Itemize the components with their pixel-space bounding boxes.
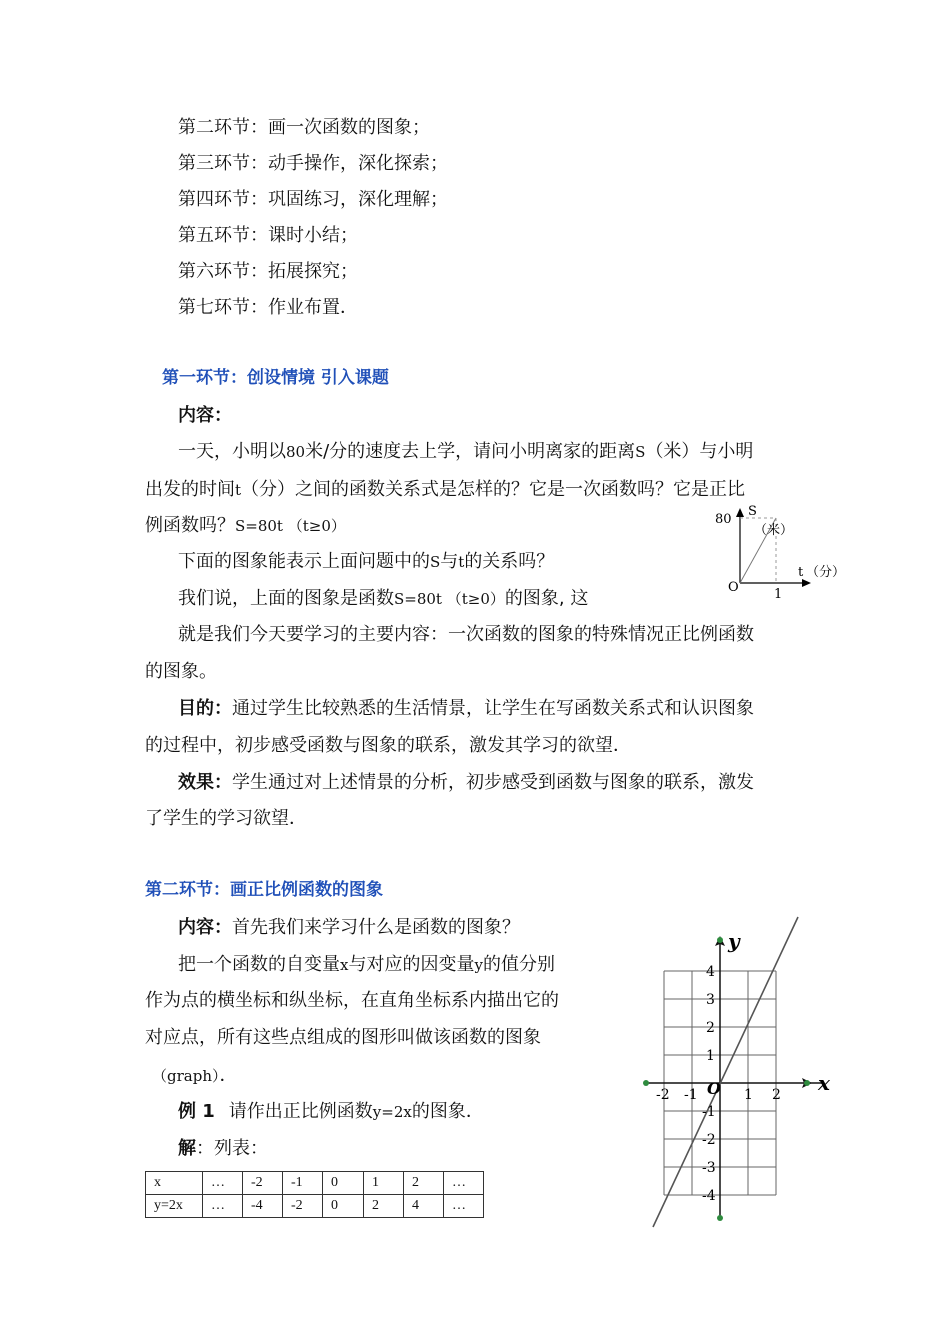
text: 出发的时间	[145, 479, 235, 500]
table-row-x	[146, 1172, 484, 1195]
text: 的关系吗？	[464, 551, 555, 572]
text: 与	[440, 551, 459, 572]
table-cell: 4	[404, 1195, 444, 1218]
var-s: S	[430, 553, 441, 571]
text: 请作出正比例函数	[228, 1101, 373, 1122]
example-label: 例 1	[178, 1101, 215, 1122]
table-cell: 0	[323, 1172, 364, 1195]
outline-item-3: 第三环节：动手操作，深化探索；	[178, 153, 448, 174]
text: 通过学生比较熟悉的生活情景，让学生在写函数关系式和认识图象	[232, 698, 754, 719]
formula: S=80t （t≥0）	[235, 517, 346, 535]
text: 下面的图象能表示上面问题中的	[178, 551, 430, 572]
table-cell: -2	[283, 1195, 323, 1218]
table-cell: 2	[404, 1172, 444, 1195]
section2-paragraph-line2: 作为点的横坐标和纵坐标，在直角坐标系内描出它的	[145, 990, 559, 1011]
y-unit-label: （米）	[754, 523, 794, 538]
table-cell: 1	[364, 1172, 404, 1195]
table-cell: …	[203, 1195, 243, 1218]
text: ：列表：	[196, 1138, 268, 1159]
table-cell: -2	[243, 1172, 283, 1195]
text: 的图象．	[411, 1101, 484, 1122]
origin-label: O	[707, 1079, 721, 1098]
section2-paragraph-line3: 对应点，所有这些点组成的图形叫做该函数的图象	[145, 1027, 541, 1048]
effect-line2: 了学生的学习欲望．	[145, 808, 307, 829]
content-label: 内容：	[178, 917, 232, 938]
purpose-line2: 的过程中，初步感受函数与图象的联系，激发其学习的欲望．	[145, 735, 631, 756]
outline-item-2: 第二环节：画一次函数的图象；	[178, 117, 430, 138]
section2-paragraph-line1	[178, 953, 555, 977]
var-y: y	[474, 956, 483, 974]
var-s: S	[635, 443, 646, 461]
solution-label: 解	[178, 1138, 196, 1159]
table-cell: y=2x	[146, 1195, 203, 1218]
purpose-line1	[178, 697, 754, 721]
text: 一天，小明以	[178, 441, 286, 462]
x-var-label: t	[798, 565, 804, 580]
solution-line	[178, 1137, 268, 1161]
y-tick-label: 2	[706, 1020, 715, 1036]
section1-paragraph-line7: 的图象。	[145, 661, 217, 682]
y-tick-label: 1	[706, 1048, 715, 1064]
var-x: x	[340, 956, 349, 974]
y-axis-label: y	[728, 929, 740, 953]
x-unit-label: （分）	[806, 565, 846, 580]
text: 例函数吗？	[145, 515, 235, 536]
table-row-y	[146, 1195, 484, 1218]
table-cell: …	[444, 1172, 484, 1195]
x-value-label: 1	[774, 587, 783, 602]
table-cell: -4	[243, 1195, 283, 1218]
table-cell: 2	[364, 1195, 404, 1218]
text: ．	[219, 1065, 238, 1086]
text: 的值分别	[482, 954, 555, 975]
origin-label: O	[728, 580, 739, 595]
outline-item-6: 第六环节：拓展探究；	[178, 261, 358, 282]
y-tick-label: -1	[702, 1104, 716, 1120]
text: 首先我们来学习什么是函数的图象？	[232, 917, 520, 938]
y-value-label: 80	[715, 512, 732, 527]
text: （米）与小明	[645, 441, 754, 462]
section1-heading: 第一环节：创设情境 引入课题	[162, 368, 389, 388]
text: 与对应的因变量	[348, 954, 475, 975]
effect-label: 效果：	[178, 772, 232, 793]
section2-paragraph-line4	[152, 1064, 237, 1088]
text: 把一个函数的自变量	[178, 954, 340, 975]
section1-paragraph-line2	[145, 478, 745, 502]
section1-paragraph-line4	[178, 550, 554, 574]
x-tick-label: -2	[656, 1087, 670, 1103]
function-formula: y=2x	[372, 1103, 412, 1121]
purpose-label: 目的：	[178, 698, 232, 719]
section1-content-label: 内容：	[178, 405, 232, 426]
y-tick-label: -4	[702, 1188, 716, 1204]
text: （分）之间的函数关系式是怎样的？它是一次函数吗？它是正比	[241, 479, 746, 500]
axis-endpoint	[717, 1215, 723, 1221]
var-t: t	[458, 553, 465, 571]
y-tick-label: -2	[702, 1132, 716, 1148]
x-tick-label: 1	[744, 1087, 753, 1103]
x-axis-label: x	[818, 1071, 830, 1095]
table-cell: …	[444, 1195, 484, 1218]
text: 我们说，上面的图象是函数	[178, 588, 394, 609]
text: 学生通过对上述情景的分析，初步感受到函数与图象的联系，激发	[232, 772, 754, 793]
var-t: t	[235, 481, 242, 499]
s-axis-arrow	[736, 508, 744, 517]
example-line	[178, 1100, 484, 1124]
formula: S=80t （t≥0）	[394, 590, 505, 608]
effect-line1	[178, 771, 754, 795]
section2-heading: 第二环节：画正比例函数的图象	[145, 880, 383, 900]
distance-time-graph	[710, 498, 860, 604]
outline-item-7: 第七环节：作业布置．	[178, 297, 358, 318]
section1-paragraph-line3	[145, 514, 346, 538]
y-var-label: S	[748, 504, 757, 519]
section1-paragraph-line1	[178, 440, 753, 464]
table-cell: …	[203, 1172, 243, 1195]
section1-paragraph-line6: 就是我们今天要学习的主要内容：一次函数的图象的特殊情况正比例函数	[178, 624, 754, 645]
text: 的图象, 这	[504, 588, 589, 609]
coordinate-graph	[636, 912, 842, 1232]
table-cell: -1	[283, 1172, 323, 1195]
y-tick-label: -3	[702, 1160, 716, 1176]
t-axis-arrow	[802, 579, 811, 587]
section1-paragraph-line5	[178, 587, 588, 611]
axis-endpoint	[717, 937, 723, 943]
outline-item-4: 第四环节：巩固练习，深化理解；	[178, 189, 448, 210]
graph-term: （graph）	[152, 1067, 220, 1085]
y-tick-label: 4	[706, 964, 715, 980]
table-cell: 0	[323, 1195, 364, 1218]
speed-value: 80	[286, 443, 306, 461]
text: 米/分的速度去上学，请问小明离家的距离	[305, 441, 636, 462]
y-tick-label: 3	[706, 992, 715, 1008]
section2-content-line	[178, 916, 520, 940]
outline-item-5: 第五环节：课时小结；	[178, 225, 358, 246]
table-cell: x	[146, 1172, 203, 1195]
x-tick-label: 2	[772, 1087, 781, 1103]
value-table	[145, 1171, 484, 1218]
x-tick-label: -1	[684, 1087, 698, 1103]
axis-endpoint	[804, 1080, 810, 1086]
axis-endpoint	[643, 1080, 649, 1086]
